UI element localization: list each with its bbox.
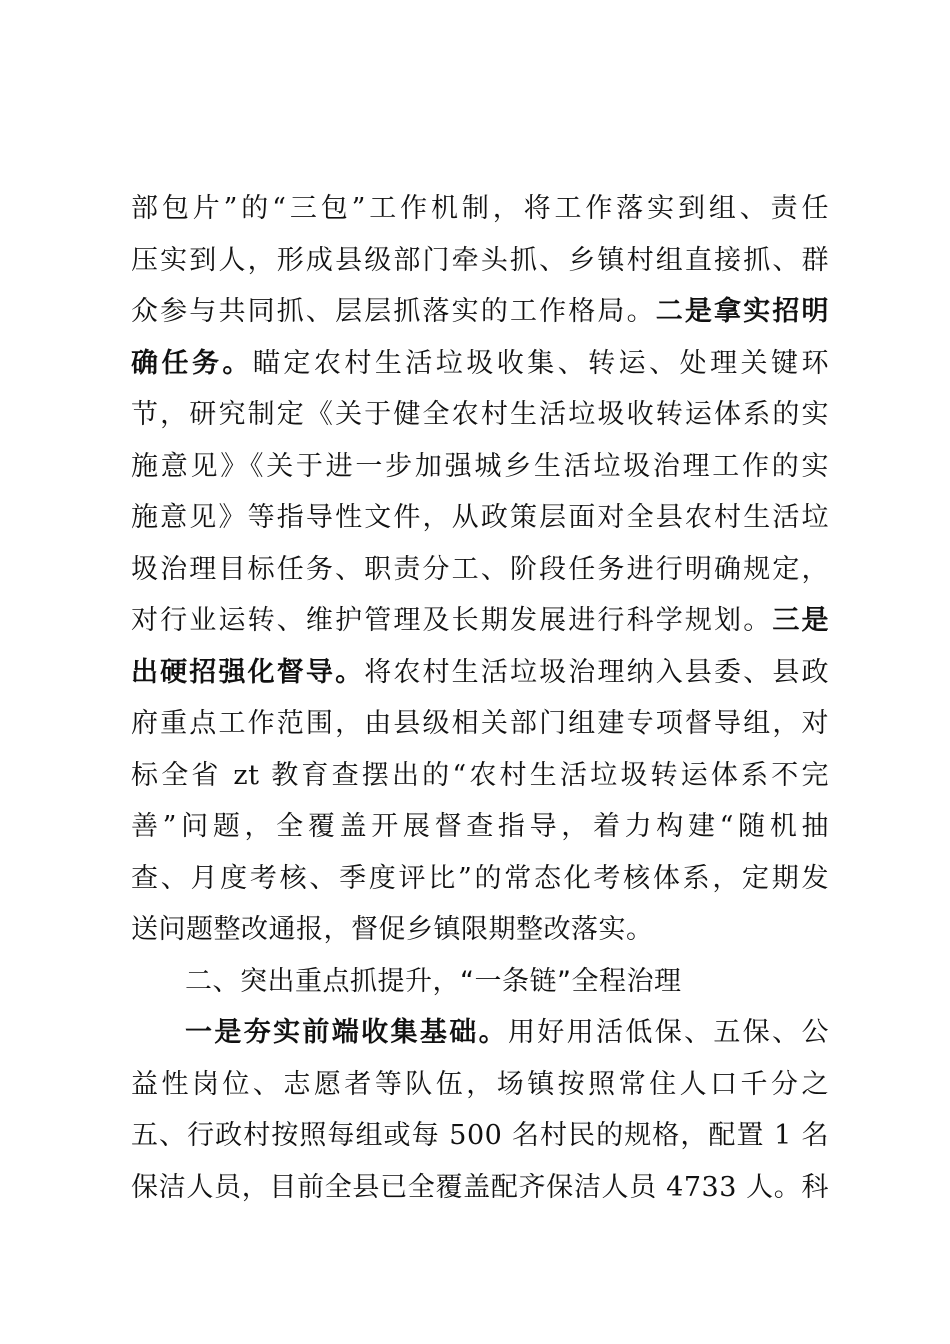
text-line: 圾治理目标任务、职责分工、阶段任务进行明确规定，	[131, 553, 829, 585]
text-line: 部包片”的“三包”工作机制，将工作落实到组、责任	[131, 193, 829, 224]
text-line: 压实到人，形成县级部门牵头抓、乡镇村组直接抓、群	[131, 244, 829, 276]
section-heading: 二、突出重点抓提升，“一条链”全程治理	[185, 965, 682, 997]
bold-lead-phrase: 出硬招强化督导。	[131, 656, 365, 688]
text-line: 施意见》等指导性文件，从政策层面对全县农村生活垃	[131, 502, 829, 533]
text-line: 对行业运转、维护管理及长期发展进行科学规划。三是	[131, 605, 830, 636]
bold-lead-phrase: 三是	[772, 605, 830, 636]
bold-lead-phrase: 二是拿实招明	[655, 296, 830, 327]
text-line: 节，研究制定《关于健全农村生活垃圾收转运体系的实	[131, 399, 829, 430]
text-line: 查、月度考核、季度评比”的常态化考核体系，定期发	[131, 862, 829, 894]
text-line: 善”问题，全覆盖开展督查指导，着力构建“随机抽	[131, 811, 829, 842]
text-line: 送问题整改通报，督促乡镇限期整改落实。	[131, 914, 654, 945]
text-line: 一是夯实前端收集基础。用好用活低保、五保、公	[185, 1017, 830, 1048]
text-line: 益性岗位、志愿者等队伍，场镇按照常住人口千分之	[131, 1068, 829, 1100]
text-line: 府重点工作范围，由县级相关部门组建专项督导组，对	[131, 708, 829, 739]
text-line: 众参与共同抓、层层抓落实的工作格局。二是拿实招明	[131, 296, 830, 327]
text-line: 五、行政村按照每组或每 500 名村民的规格，配置 1 名	[131, 1120, 829, 1151]
bold-lead-phrase: 一是夯实前端收集基础。	[185, 1017, 508, 1048]
text-line: 出硬招强化督导。将农村生活垃圾治理纳入县委、县政	[131, 656, 830, 688]
text-line: 确任务。瞄定农村生活垃圾收集、转运、处理关键环	[131, 347, 830, 379]
bold-lead-phrase: 确任务。	[131, 347, 253, 379]
paragraph-work-mechanism	[131, 183, 829, 956]
document-body	[131, 183, 829, 1213]
text-line: 施意见》《关于进一步加强城乡生活垃圾治理工作的实	[131, 450, 829, 482]
text-line: 标全省 zt 教育查摆出的“农村生活垃圾转运体系不完	[131, 759, 829, 791]
paragraph-front-end-collection	[131, 1007, 829, 1213]
text-line: 保洁人员，目前全县已全覆盖配齐保洁人员 4733 人。科	[131, 1171, 829, 1203]
